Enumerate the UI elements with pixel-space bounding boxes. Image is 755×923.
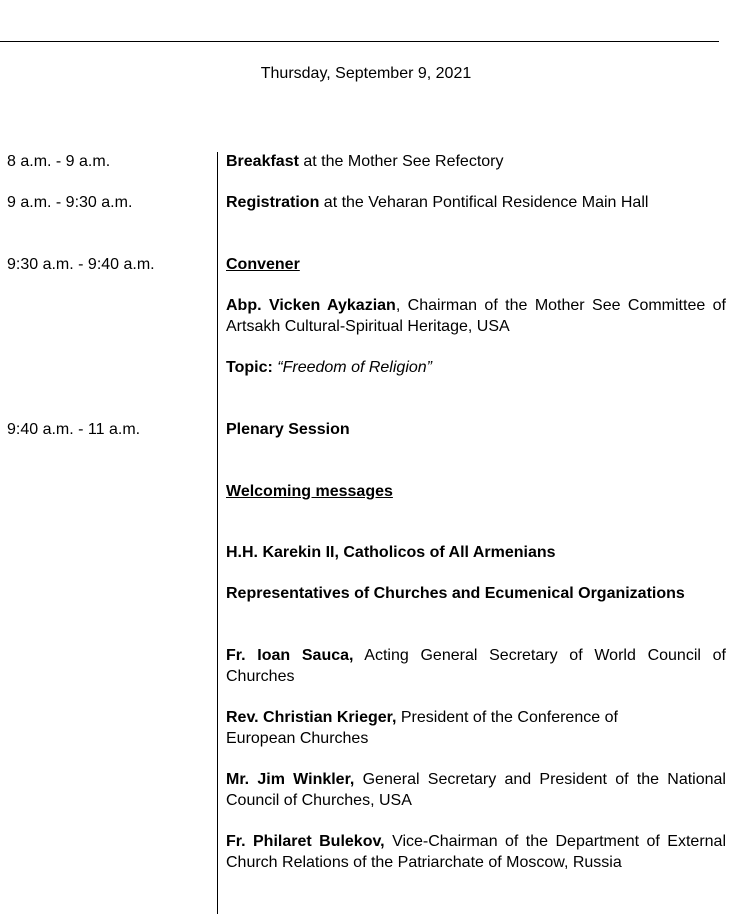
speaker-item <box>226 708 676 749</box>
speaker-item <box>226 770 726 811</box>
registration-title: Registration <box>226 194 320 211</box>
time-plenary: 9:40 a.m. - 11 a.m. <box>7 421 141 438</box>
speaker-role: Vice-Chairman of the Department of External Church Relations of the Patriarchate of Moscow, Russia <box>226 833 726 871</box>
column-divider <box>217 152 218 914</box>
time-convener: 9:30 a.m. - 9:40 a.m. <box>7 256 155 273</box>
speaker-role: Acting General Secretary of World Council of Churches <box>226 647 726 685</box>
top-horizontal-rule <box>0 41 719 42</box>
breakfast-entry <box>226 152 726 173</box>
topic-label: Topic: <box>226 359 273 376</box>
time-breakfast: 8 a.m. - 9 a.m. <box>7 153 111 170</box>
representatives-heading: Representatives of Churches and Ecumenical Organizations <box>226 585 685 602</box>
registration-entry <box>226 193 726 214</box>
topic-line <box>226 358 726 379</box>
breakfast-text: at the Mother See Refectory <box>298 153 504 170</box>
speaker-name: Mr. Jim Winkler, <box>226 771 355 788</box>
breakfast-title: Breakfast <box>226 153 299 170</box>
speaker-item <box>226 832 726 873</box>
convener-person <box>226 296 726 337</box>
speaker-name: Rev. Christian Krieger, <box>226 709 397 726</box>
speaker-role: General Secretary and President of the National Council of Churches, USA <box>226 771 726 809</box>
catholicos-line: H.H. Karekin II, Catholicos of All Armenians <box>226 544 556 561</box>
convener-name: Abp. Vicken Aykazian <box>226 297 396 314</box>
welcome-heading: Welcoming messages <box>226 483 393 500</box>
speaker-item <box>226 646 726 687</box>
convener-heading: Convener <box>226 256 300 273</box>
convener-role: , Chairman of the Mother See Committee of Artsakh Cultural-Spiritual Heritage, USA <box>226 297 726 335</box>
time-registration: 9 a.m. - 9:30 a.m. <box>7 194 133 211</box>
speaker-name: Fr. Ioan Sauca, <box>226 647 354 664</box>
welcome-heading-block <box>226 482 726 503</box>
topic-value: “Freedom of Religion” <box>277 359 432 376</box>
plenary-title: Plenary Session <box>226 421 350 438</box>
speaker-role: President of the Conference of European Churches <box>226 709 618 747</box>
convener-heading-block <box>226 255 726 276</box>
registration-text: at the Veharan Pontifical Residence Main Hall <box>319 194 649 211</box>
page-date-heading: Thursday, September 9, 2021 <box>260 65 472 82</box>
speaker-name: Fr. Philaret Bulekov, <box>226 833 385 850</box>
